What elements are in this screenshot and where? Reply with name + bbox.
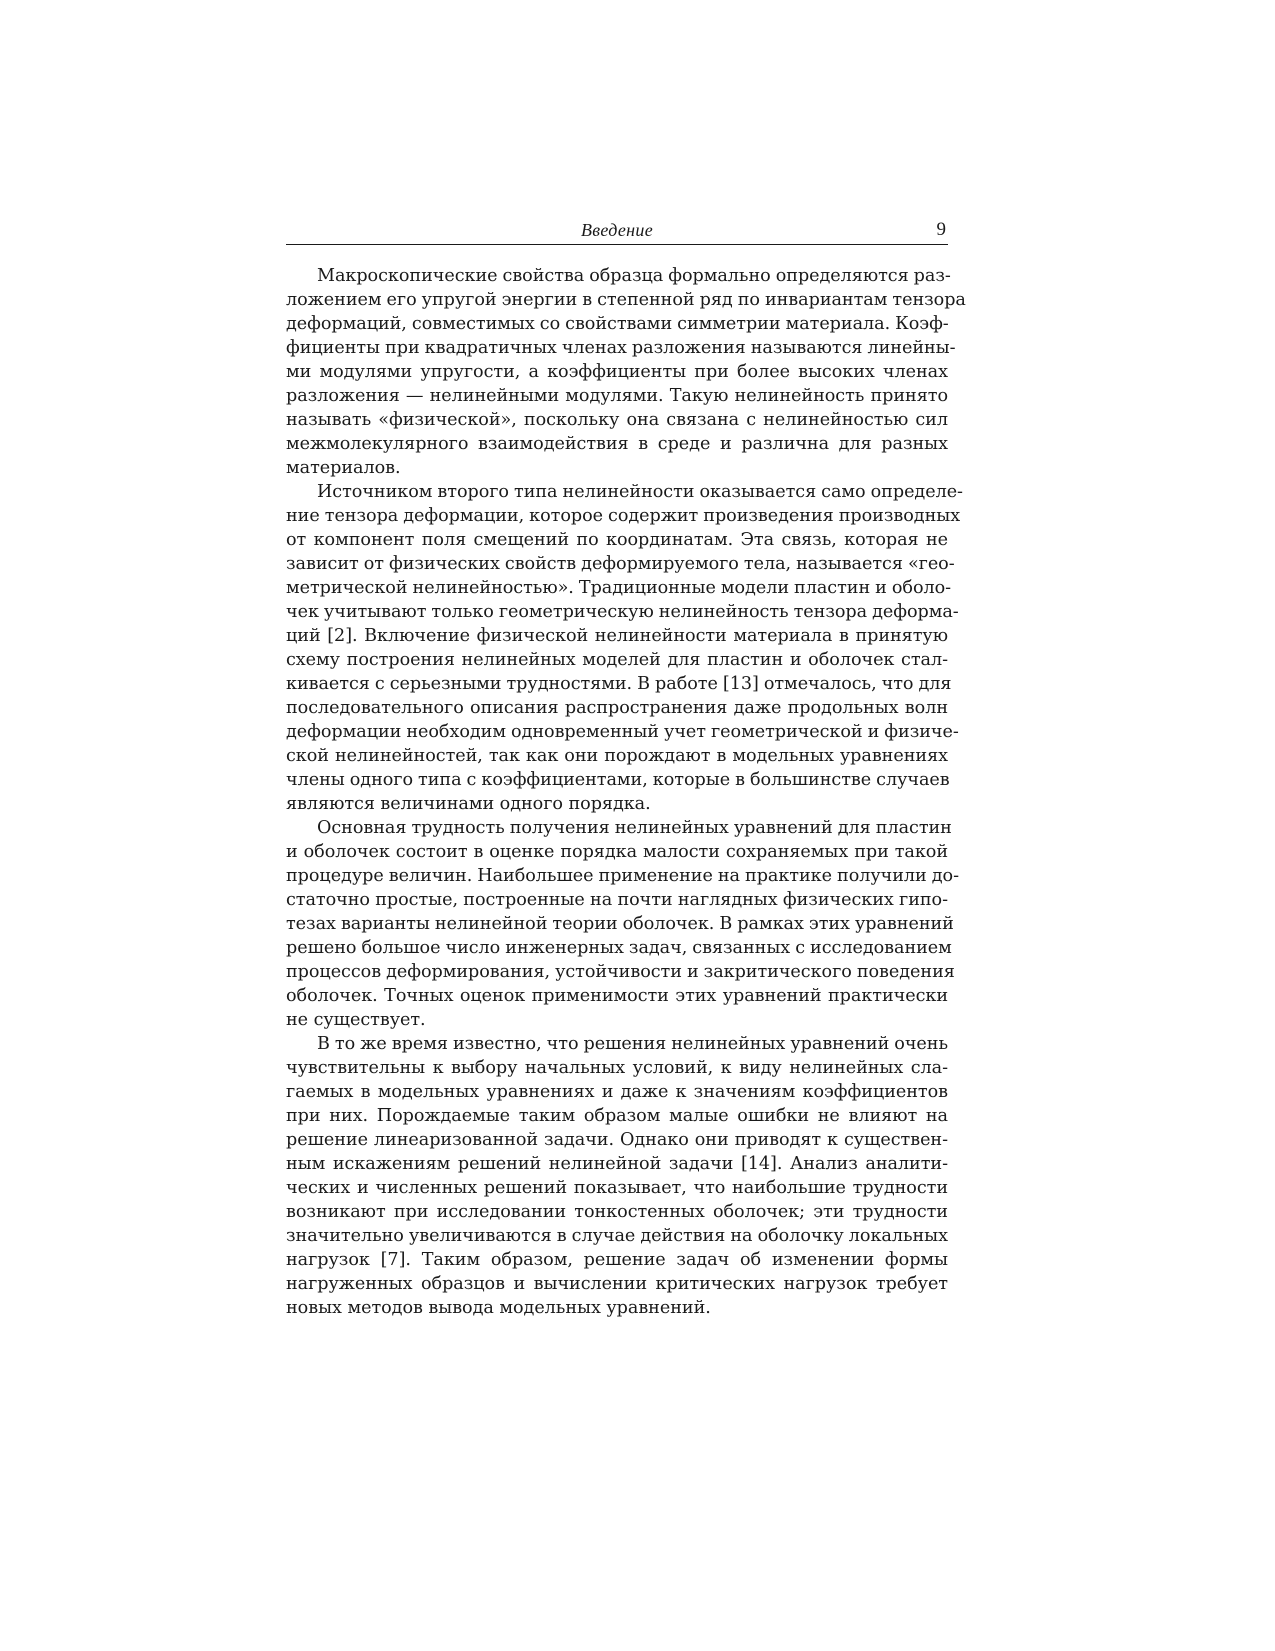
text-line: разложения — нелинейными модулями. Такую нелинейность принято <box>286 386 948 406</box>
text-line: ций [2]. Включение физической нелинейности материала в принятую <box>286 626 948 646</box>
text-line: ми модулями упругости, а коэффициенты при более высоких членах <box>286 362 948 382</box>
text-line: от компонент поля смещений по координатам. Эта связь, которая не <box>286 530 948 550</box>
text-line: чувствительны к выбору начальных условий, к виду нелинейных сла- <box>286 1058 948 1078</box>
text-line: члены одного типа с коэффициентами, которые в большинстве случаев <box>286 770 950 790</box>
text-line: ным искажениям решений нелинейной задачи [14]. Анализ аналити- <box>286 1154 948 1174</box>
text-line: тезах варианты нелинейной теории оболочек. В рамках этих уравнений <box>286 914 954 934</box>
text-line: чек учитывают только геометрическую нелинейность тензора деформа- <box>286 602 959 622</box>
page-number: 9 <box>936 219 946 240</box>
text-line: материалов. <box>286 458 401 478</box>
text-line: решено большое число инженерных задач, связанных с исследованием <box>286 938 952 958</box>
text-line: и оболочек состоит в оценке порядка малости сохраняемых при такой <box>286 842 948 862</box>
text-line: деформации необходим одновременный учет геометрической и физиче- <box>286 722 959 742</box>
text-line: метрической нелинейностью». Традиционные модели пластин и оболо- <box>286 578 952 598</box>
text-line: значительно увеличиваются в случае действия на оболочку локальных <box>286 1226 948 1246</box>
text-line: последовательного описания распространения даже продольных волн <box>286 698 948 718</box>
text-line: В то же время известно, что решения нелинейных уравнений очень <box>317 1034 948 1054</box>
text-line: нагрузок [7]. Таким образом, решение задач об изменении формы <box>286 1250 948 1270</box>
text-line: статочно простые, построенные на почти наглядных физических гипо- <box>286 890 948 910</box>
text-line: Макроскопические свойства образца формально определяются раз- <box>317 266 951 286</box>
text-line: ской нелинейностей, так как они порождают в модельных уравнениях <box>286 746 948 766</box>
text-line: не существует. <box>286 1010 426 1030</box>
body-text <box>286 264 966 1320</box>
text-line: межмолекулярного взаимодействия в среде и различна для разных <box>286 434 948 454</box>
text-line: Основная трудность получения нелинейных уравнений для пластин <box>317 818 952 838</box>
text-line: схему построения нелинейных моделей для пластин и оболочек стал- <box>286 650 948 670</box>
text-line: оболочек. Точных оценок применимости этих уравнений практически <box>286 986 948 1006</box>
text-line: решение линеаризованной задачи. Однако они приводят к существен- <box>286 1130 948 1150</box>
text-line: новых методов вывода модельных уравнений. <box>286 1298 711 1318</box>
text-line: при них. Порождаемые таким образом малые ошибки не влияют на <box>286 1106 948 1126</box>
text-line: Источником второго типа нелинейности оказывается само определе- <box>317 482 963 502</box>
text-line: ложением его упругой энергии в степенной ряд по инвариантам тензора <box>286 290 966 310</box>
text-line: зависит от физических свойств деформируемого тела, называется «гео- <box>286 554 955 574</box>
paragraph-1 <box>286 264 966 480</box>
text-line: деформаций, совместимых со свойствами симметрии материала. Коэф- <box>286 314 949 334</box>
text-line: фициенты при квадратичных членах разложения называются линейны- <box>286 338 956 358</box>
text-line: процессов деформирования, устойчивости и закритического поведения <box>286 962 955 982</box>
text-line: являются величинами одного порядка. <box>286 794 651 814</box>
text-line: называть «физической», поскольку она связана с нелинейностью сил <box>286 410 948 430</box>
text-line: кивается с серьезными трудностями. В работе [13] отмечалось, что для <box>286 674 952 694</box>
text-line: ческих и численных решений показывает, что наибольшие трудности <box>286 1178 948 1198</box>
text-line: процедуре величин. Наибольшее применение на практике получили до- <box>286 866 959 886</box>
text-line: ние тензора деформации, которое содержит произведения производных <box>286 506 961 526</box>
text-line: возникают при исследовании тонкостенных оболочек; эти трудности <box>286 1202 948 1222</box>
paragraph-4 <box>286 1032 948 1320</box>
paragraph-2 <box>286 480 963 816</box>
paragraph-3 <box>286 816 959 1032</box>
text-line: нагруженных образцов и вычислении критических нагрузок требует <box>286 1274 948 1294</box>
text-line: гаемых в модельных уравнениях и даже к значениям коэффициентов <box>286 1082 948 1102</box>
page-header <box>286 218 948 245</box>
running-title: Введение <box>581 220 653 240</box>
